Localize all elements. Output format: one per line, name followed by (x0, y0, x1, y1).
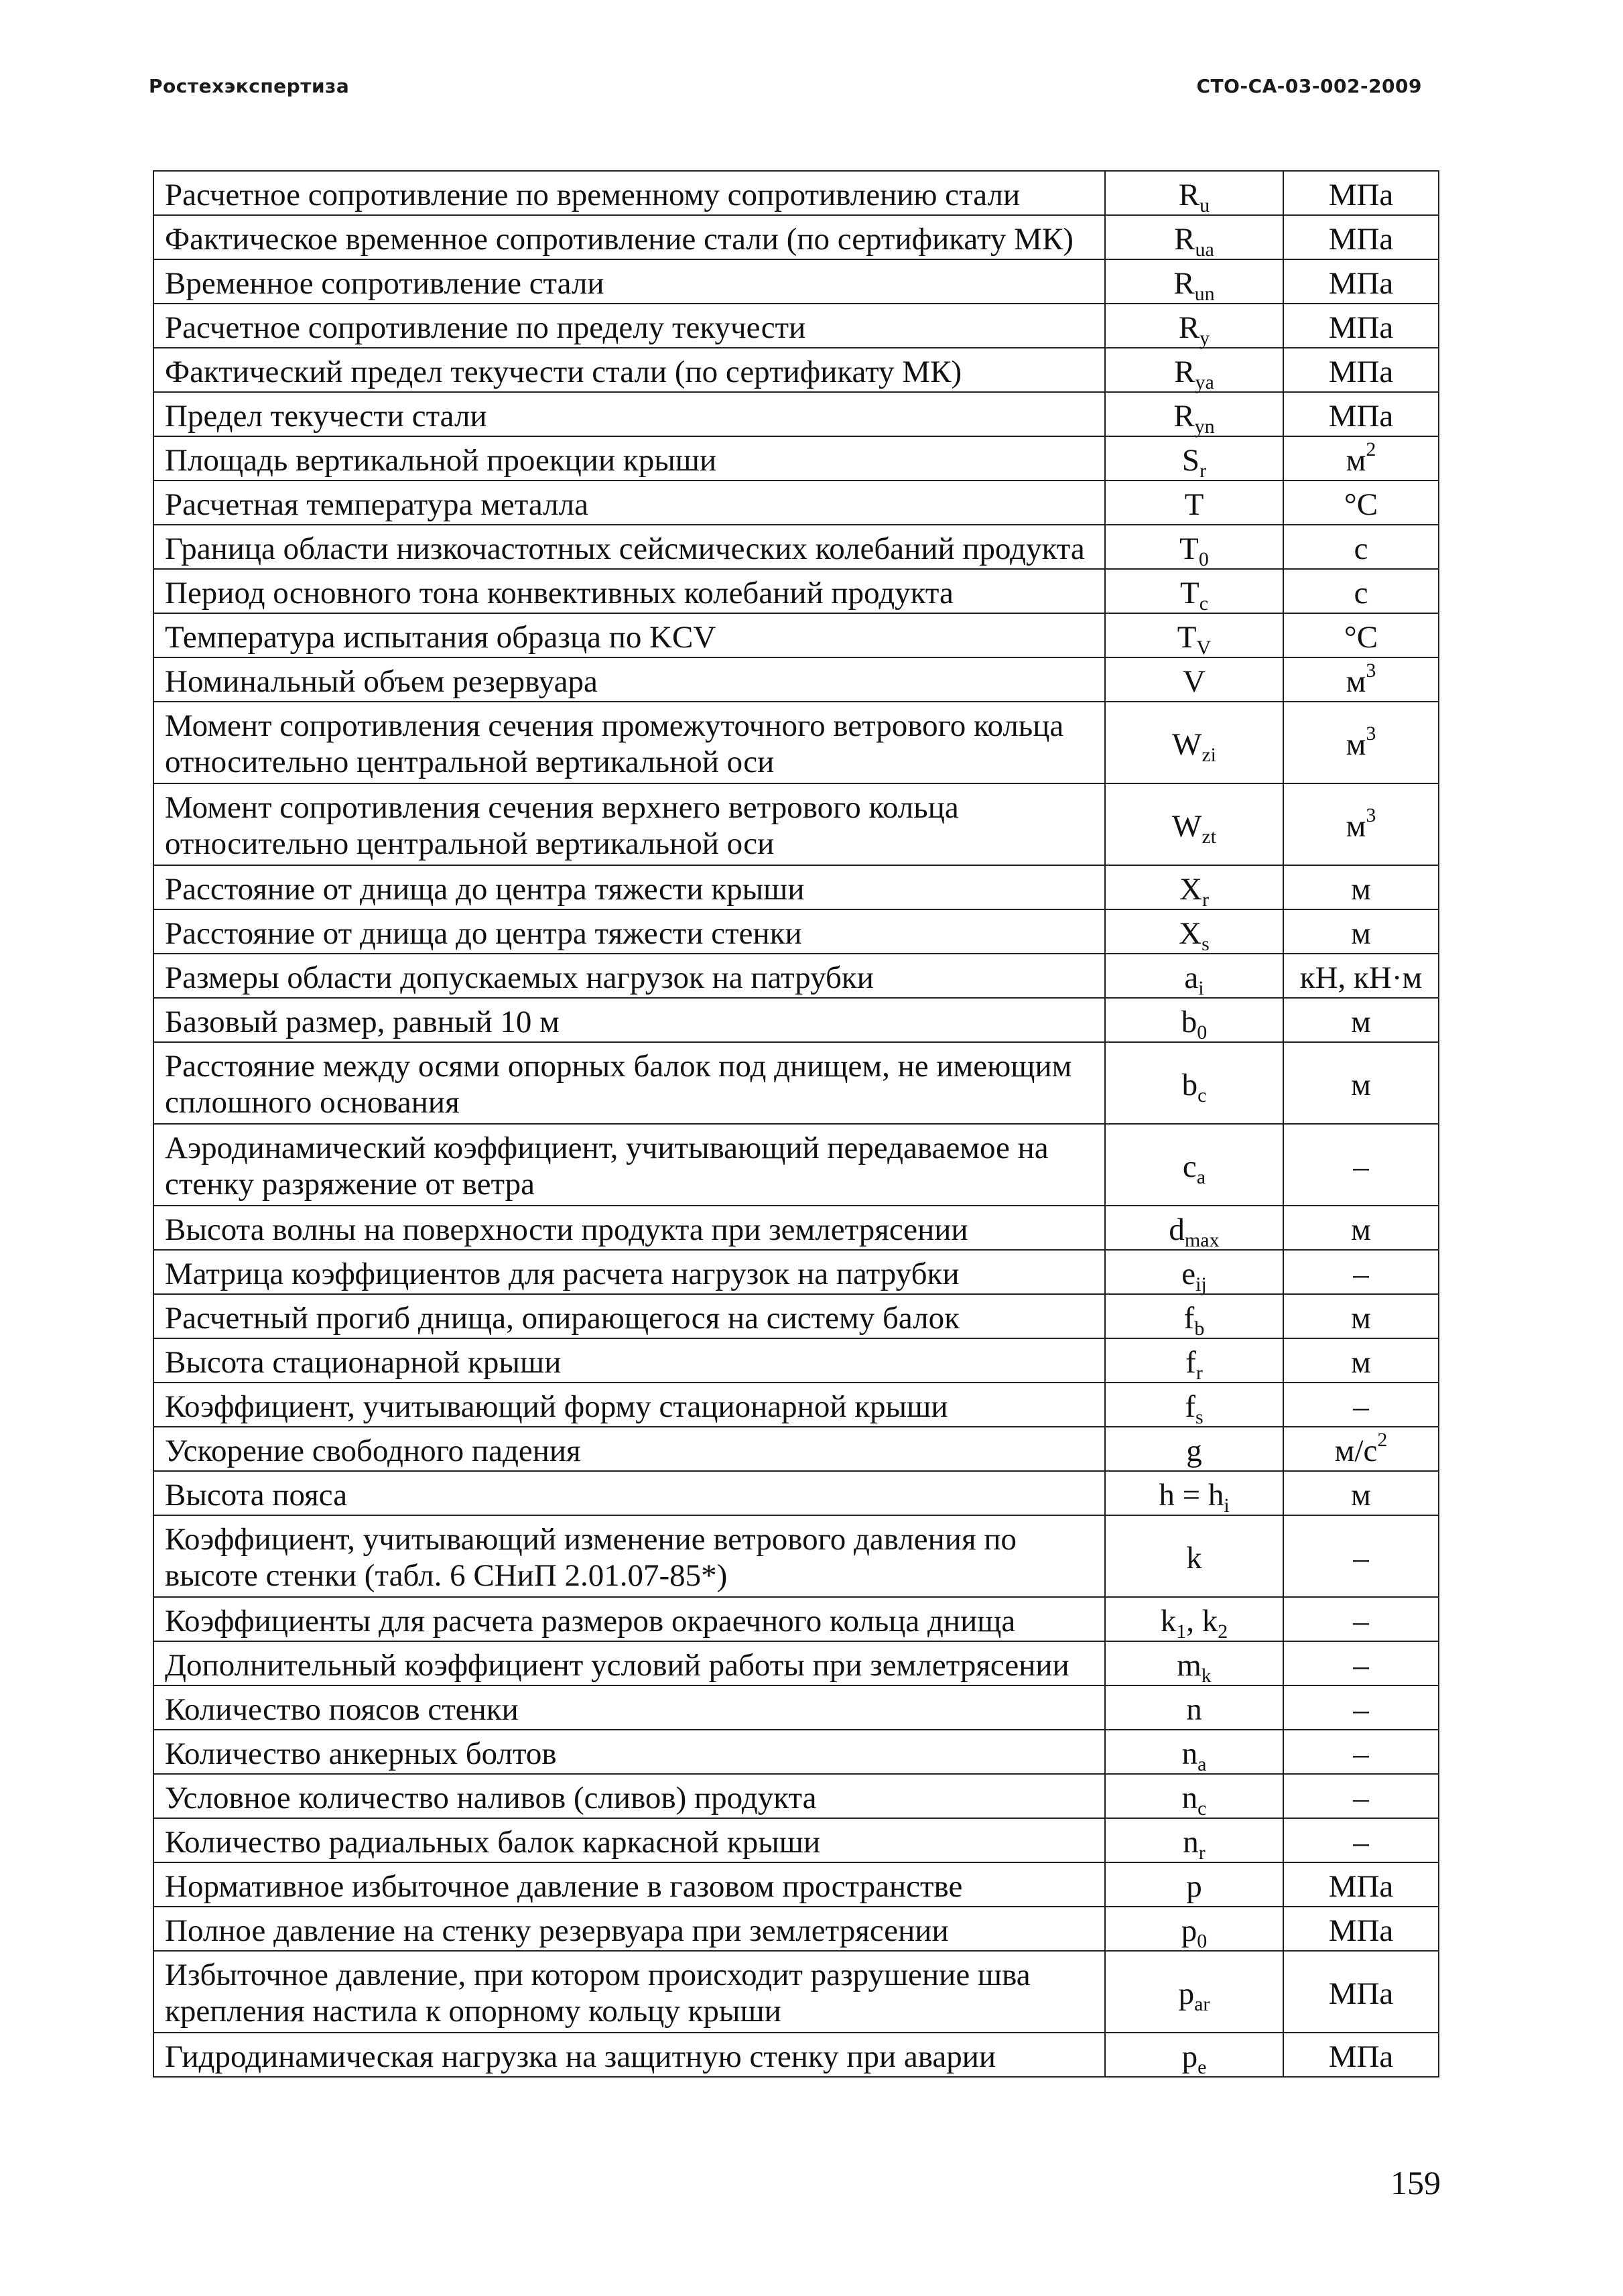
symbol-base: f (1185, 1389, 1195, 1424)
row-unit (1283, 1597, 1439, 1641)
table-row (153, 525, 1439, 569)
unit-text: – (1353, 1692, 1369, 1727)
row-unit (1283, 525, 1439, 569)
table-row (153, 436, 1439, 481)
table-row (153, 702, 1439, 783)
row-unit (1283, 1951, 1439, 2033)
symbol-base: W (1171, 727, 1202, 762)
row-description: Высота волны на поверхности продукта при землетрясении (153, 1206, 1105, 1250)
row-description: Момент сопротивления сечения верхнего ветрового кольца относительно центральной вертикальной оси (153, 783, 1105, 865)
symbol-base: V (1183, 664, 1206, 699)
row-description: Временное сопротивление стали (153, 259, 1105, 304)
row-unit (1283, 783, 1439, 865)
symbol-base: g (1186, 1433, 1202, 1468)
row-unit (1283, 1294, 1439, 1338)
row-unit (1283, 215, 1439, 259)
unit-text: – (1353, 1257, 1369, 1291)
row-description: Высота пояса (153, 1471, 1105, 1515)
symbol-subscript: s (1195, 1406, 1204, 1428)
table-row (153, 1338, 1439, 1383)
symbol-subscript: i (1198, 977, 1204, 999)
row-description: Коэффициенты для расчета размеров окраечного кольца днища (153, 1597, 1105, 1641)
symbol-base: p (1181, 1913, 1197, 1948)
symbol-base: e (1181, 1257, 1196, 1291)
symbol-subscript: 1 (1176, 1620, 1187, 1643)
table-row (153, 1427, 1439, 1471)
row-unit (1283, 1471, 1439, 1515)
symbol-subscript: b (1194, 1318, 1205, 1340)
symbol-base: m (1177, 1648, 1202, 1683)
table-row (153, 481, 1439, 525)
unit-text: м (1346, 443, 1366, 478)
row-description: Номинальный объем резервуара (153, 657, 1105, 702)
row-symbol (1105, 1730, 1283, 1774)
unit-text: – (1353, 1781, 1369, 1815)
symbol-subscript: zi (1202, 744, 1217, 766)
row-symbol (1105, 1427, 1283, 1471)
row-description: Аэродинамический коэффициент, учитывающий передаваемое на стенку разряжение от ветра (153, 1124, 1105, 1206)
symbol-subscript: k (1201, 1665, 1212, 1687)
table-row (153, 2033, 1439, 2077)
symbol-base: R (1173, 266, 1195, 301)
row-symbol (1105, 1641, 1283, 1685)
symbol-base: b (1181, 1068, 1198, 1102)
symbol-base: T (1179, 576, 1199, 611)
symbol-subscript: i (1224, 1494, 1230, 1517)
row-symbol (1105, 259, 1283, 304)
symbol-base: n (1183, 1825, 1199, 1860)
symbol-base: k (1186, 1541, 1202, 1576)
row-symbol (1105, 171, 1283, 215)
unit-text: м (1351, 1478, 1371, 1513)
table-row (153, 1685, 1439, 1730)
table-row (153, 392, 1439, 436)
symbol-subscript: c (1199, 592, 1209, 615)
header-organization: Ростехэкспертиза (149, 75, 350, 97)
unit-superscript: 3 (1366, 804, 1376, 826)
symbol-base: R (1174, 222, 1195, 257)
unit-text: МПа (1328, 1976, 1394, 2011)
symbol-base: b (1181, 1005, 1197, 1039)
unit-text: м (1351, 1005, 1371, 1039)
row-unit (1283, 909, 1439, 954)
symbol-base: n (1181, 1736, 1198, 1771)
table-row (153, 1774, 1439, 1818)
unit-text: м (1351, 1068, 1371, 1102)
symbol-subscript: c (1197, 1797, 1207, 1820)
row-description: Расстояние между осями опорных балок под днищем, не имеющим сплошного основания (153, 1042, 1105, 1124)
unit-text: м/с (1334, 1433, 1378, 1468)
unit-text: – (1353, 1648, 1369, 1683)
row-description: Расчетный прогиб днища, опирающегося на систему балок (153, 1294, 1105, 1338)
symbol-base: c (1182, 1149, 1197, 1184)
unit-text: °C (1344, 487, 1378, 522)
row-description: Количество поясов стенки (153, 1685, 1105, 1730)
header-standard-code: СТО-СА-03-002-2009 (1196, 75, 1422, 97)
row-description: Базовый размер, равный 10 м (153, 998, 1105, 1042)
row-unit (1283, 304, 1439, 348)
unit-text: м (1351, 916, 1371, 951)
row-unit (1283, 998, 1439, 1042)
row-unit (1283, 865, 1439, 909)
table-row (153, 998, 1439, 1042)
unit-text: м (1351, 872, 1371, 907)
unit-text: МПа (1328, 266, 1394, 301)
table-row (153, 1515, 1439, 1597)
row-description: Полное давление на стенку резервуара при землетрясении (153, 1907, 1105, 1951)
row-symbol (1105, 954, 1283, 998)
table-row (153, 1294, 1439, 1338)
table-row (153, 304, 1439, 348)
row-description: Расчетная температура металла (153, 481, 1105, 525)
row-symbol (1105, 865, 1283, 909)
row-symbol (1105, 1597, 1283, 1641)
table-row (153, 1818, 1439, 1862)
symbol-subscript: a (1197, 1753, 1207, 1775)
row-description: Фактическое временное сопротивление стали (по сертификату МК) (153, 215, 1105, 259)
row-unit (1283, 259, 1439, 304)
symbol-base: n (1186, 1692, 1202, 1727)
symbol-base: T (1177, 620, 1197, 655)
row-symbol (1105, 783, 1283, 865)
symbols-table (153, 170, 1439, 2078)
row-description: Матрица коэффициентов для расчета нагрузок на патрубки (153, 1250, 1105, 1294)
table-row (153, 569, 1439, 613)
table-row (153, 1206, 1439, 1250)
row-unit (1283, 1124, 1439, 1206)
symbol-base: S (1181, 443, 1200, 478)
symbol-base: T (1184, 487, 1204, 522)
row-description: Предел текучести стали (153, 392, 1105, 436)
unit-text: МПа (1328, 2039, 1394, 2074)
row-unit (1283, 1515, 1439, 1597)
row-description: Площадь вертикальной проекции крыши (153, 436, 1105, 481)
symbol-subscript: un (1194, 283, 1215, 305)
unit-text: м (1346, 727, 1366, 762)
row-description: Период основного тона конвективных колебаний продукта (153, 569, 1105, 613)
row-description: Условное количество наливов (сливов) продукта (153, 1774, 1105, 1818)
symbol-base: p (1178, 1976, 1195, 2011)
row-unit (1283, 1818, 1439, 1862)
row-symbol (1105, 1471, 1283, 1515)
unit-text: – (1353, 1541, 1369, 1576)
unit-text: МПа (1328, 178, 1394, 212)
row-unit (1283, 392, 1439, 436)
symbol-subscript: zt (1202, 826, 1217, 848)
unit-text: с (1354, 576, 1368, 611)
symbol-subscript: V (1196, 637, 1212, 659)
row-symbol (1105, 657, 1283, 702)
row-symbol (1105, 1774, 1283, 1818)
unit-text: м (1351, 1301, 1371, 1336)
symbol-base: R (1174, 355, 1195, 389)
row-symbol (1105, 1250, 1283, 1294)
row-symbol (1105, 1338, 1283, 1383)
row-symbol (1105, 1515, 1283, 1597)
symbol-subscript: 0 (1198, 548, 1209, 570)
unit-text: МПа (1328, 310, 1394, 345)
symbol-base: d (1169, 1212, 1185, 1247)
row-symbol (1105, 1907, 1283, 1951)
row-unit (1283, 348, 1439, 392)
table-row (153, 1124, 1439, 1206)
symbol-base: , k (1186, 1604, 1218, 1639)
table-row (153, 1641, 1439, 1685)
table-row (153, 1250, 1439, 1294)
row-description: Коэффициент, учитывающий изменение ветрового давления по высоте стенки (табл. 6 СНиП 2.01.07-85*) (153, 1515, 1105, 1597)
row-description: Фактический предел текучести стали (по сертификату МК) (153, 348, 1105, 392)
row-unit (1283, 657, 1439, 702)
unit-text: м (1351, 1212, 1371, 1247)
symbol-subscript: u (1199, 194, 1210, 216)
row-symbol (1105, 1206, 1283, 1250)
symbol-base: h = h (1159, 1478, 1224, 1513)
row-unit (1283, 171, 1439, 215)
symbol-subscript: c (1197, 1084, 1207, 1106)
symbol-base: T (1179, 531, 1199, 566)
row-symbol (1105, 1685, 1283, 1730)
unit-text: МПа (1328, 1869, 1394, 1904)
row-description: Высота стационарной крыши (153, 1338, 1105, 1383)
symbol-subscript: 0 (1197, 1021, 1208, 1043)
row-unit (1283, 436, 1439, 481)
row-unit (1283, 569, 1439, 613)
row-symbol (1105, 909, 1283, 954)
symbol-base: p (1181, 2039, 1198, 2074)
row-description: Ускорение свободного падения (153, 1427, 1105, 1471)
row-unit (1283, 1907, 1439, 1951)
symbol-subscript: r (1202, 889, 1209, 911)
row-unit (1283, 954, 1439, 998)
row-symbol (1105, 304, 1283, 348)
symbol-subscript: ij (1195, 1273, 1207, 1295)
row-symbol (1105, 998, 1283, 1042)
table-row (153, 954, 1439, 998)
page-number: 159 (1390, 2164, 1441, 2202)
unit-text: МПа (1328, 399, 1394, 434)
row-unit (1283, 2033, 1439, 2077)
table-row (153, 1597, 1439, 1641)
symbol-subscript: r (1198, 1842, 1206, 1864)
unit-text: °C (1344, 620, 1378, 655)
symbol-base: p (1186, 1869, 1202, 1904)
table-row (153, 1907, 1439, 1951)
symbol-subscript: ua (1195, 239, 1214, 261)
row-description: Температура испытания образца по KCV (153, 613, 1105, 657)
unit-text: – (1353, 1736, 1369, 1771)
unit-superscript: 3 (1366, 659, 1376, 682)
row-unit (1283, 1685, 1439, 1730)
table-row (153, 1730, 1439, 1774)
table-row (153, 865, 1439, 909)
table-row (153, 1383, 1439, 1427)
row-description: Избыточное давление, при котором происходит разрушение шва крепления настила к опорному кольцу крыши (153, 1951, 1105, 2033)
symbol-subscript: yn (1194, 416, 1215, 438)
row-unit (1283, 702, 1439, 783)
unit-text: кН, кН·м (1299, 960, 1423, 995)
symbol-subscript: r (1199, 460, 1207, 482)
symbol-base: f (1183, 1301, 1195, 1336)
row-description: Расчетное сопротивление по пределу текучести (153, 304, 1105, 348)
row-unit (1283, 1427, 1439, 1471)
symbol-subscript: max (1184, 1229, 1220, 1251)
symbol-subscript: a (1196, 1166, 1206, 1188)
unit-superscript: 2 (1366, 438, 1376, 460)
row-unit (1283, 1774, 1439, 1818)
row-description: Дополнительный коэффициент условий работы при землетрясении (153, 1641, 1105, 1685)
table-row (153, 1042, 1439, 1124)
row-symbol (1105, 348, 1283, 392)
row-unit (1283, 1641, 1439, 1685)
unit-text: м (1346, 664, 1366, 699)
symbol-subscript: e (1197, 2056, 1207, 2078)
row-unit (1283, 1338, 1439, 1383)
unit-superscript: 2 (1377, 1429, 1388, 1451)
row-unit (1283, 1862, 1439, 1907)
row-symbol (1105, 702, 1283, 783)
row-symbol (1105, 1042, 1283, 1124)
row-description: Количество анкерных болтов (153, 1730, 1105, 1774)
symbols-table-body (153, 171, 1439, 2077)
row-symbol (1105, 1383, 1283, 1427)
row-description: Расчетное сопротивление по временному сопротивлению стали (153, 171, 1105, 215)
row-symbol (1105, 1862, 1283, 1907)
symbol-subscript: ar (1194, 1993, 1210, 2015)
table-row (153, 783, 1439, 865)
table-row (153, 259, 1439, 304)
table-row (153, 171, 1439, 215)
symbol-base: X (1179, 872, 1202, 907)
symbol-base: R (1178, 310, 1200, 345)
row-symbol (1105, 215, 1283, 259)
row-unit (1283, 1383, 1439, 1427)
table-row (153, 613, 1439, 657)
symbol-base: k (1160, 1604, 1177, 1639)
row-description: Момент сопротивления сечения промежуточного ветрового кольца относительно центральной вертикальной оси (153, 702, 1105, 783)
symbol-base: f (1185, 1345, 1196, 1380)
row-symbol (1105, 1818, 1283, 1862)
table-row (153, 909, 1439, 954)
row-symbol (1105, 2033, 1283, 2077)
row-description: Расстояние от днища до центра тяжести стенки (153, 909, 1105, 954)
row-description: Нормативное избыточное давление в газовом пространстве (153, 1862, 1105, 1907)
row-symbol (1105, 1294, 1283, 1338)
row-description: Гидродинамическая нагрузка на защитную стенку при аварии (153, 2033, 1105, 2077)
row-unit (1283, 481, 1439, 525)
unit-text: м (1346, 809, 1366, 844)
row-description: Коэффициент, учитывающий форму стационарной крыши (153, 1383, 1105, 1427)
symbol-base: n (1181, 1781, 1198, 1815)
symbol-base: W (1171, 809, 1202, 844)
row-symbol (1105, 525, 1283, 569)
unit-text: МПа (1328, 1913, 1394, 1948)
unit-text: с (1354, 531, 1368, 566)
row-unit (1283, 613, 1439, 657)
row-symbol (1105, 481, 1283, 525)
table-row (153, 1862, 1439, 1907)
row-symbol (1105, 613, 1283, 657)
row-symbol (1105, 569, 1283, 613)
row-description: Расстояние от днища до центра тяжести крыши (153, 865, 1105, 909)
unit-text: – (1353, 1604, 1369, 1639)
unit-superscript: 3 (1366, 722, 1376, 745)
table-row (153, 1951, 1439, 2033)
unit-text: – (1353, 1389, 1369, 1424)
symbol-subscript: ya (1195, 371, 1214, 393)
unit-text: МПа (1328, 222, 1394, 257)
row-description: Количество радиальных балок каркасной крыши (153, 1818, 1105, 1862)
unit-text: МПа (1328, 355, 1394, 389)
table-row (153, 215, 1439, 259)
symbol-subscript: y (1199, 327, 1210, 349)
symbol-base: a (1184, 960, 1199, 995)
row-symbol (1105, 1951, 1283, 2033)
table-row (153, 657, 1439, 702)
row-symbol (1105, 1124, 1283, 1206)
row-description: Размеры области допускаемых нагрузок на патрубки (153, 954, 1105, 998)
row-unit (1283, 1250, 1439, 1294)
row-symbol (1105, 436, 1283, 481)
row-unit (1283, 1206, 1439, 1250)
symbol-base: X (1179, 916, 1202, 951)
unit-text: м (1351, 1345, 1371, 1380)
symbol-subscript: s (1202, 933, 1210, 955)
symbol-subscript: 2 (1218, 1620, 1228, 1643)
row-unit (1283, 1042, 1439, 1124)
symbol-subscript: 0 (1197, 1930, 1208, 1952)
unit-text: – (1353, 1149, 1369, 1184)
row-description: Граница области низкочастотных сейсмических колебаний продукта (153, 525, 1105, 569)
unit-text: – (1353, 1825, 1369, 1860)
symbol-base: R (1173, 399, 1195, 434)
symbol-base: R (1178, 178, 1200, 212)
table-row (153, 348, 1439, 392)
symbol-subscript: r (1195, 1362, 1203, 1384)
row-symbol (1105, 392, 1283, 436)
row-unit (1283, 1730, 1439, 1774)
table-row (153, 1471, 1439, 1515)
